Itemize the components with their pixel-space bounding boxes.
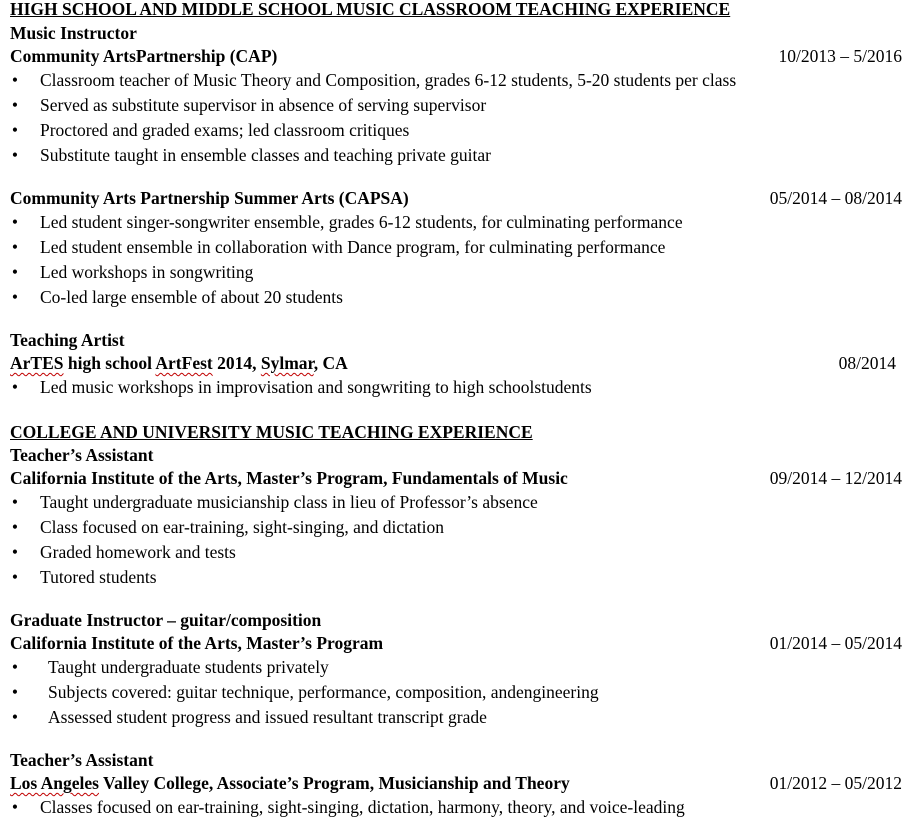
spacer: [10, 168, 902, 187]
bullet-icon: •: [11, 212, 19, 232]
entry-ta-lavc: [10, 749, 902, 820]
bullet-icon: •: [11, 542, 19, 562]
section-title-hs: HIGH SCHOOL AND MIDDLE SCHOOL MUSIC CLASSROOM TEACHING EXPERIENCE: [10, 0, 731, 19]
bullet-list: [10, 655, 902, 730]
list-item: [10, 210, 902, 235]
spacer: [10, 590, 902, 609]
bullet-text: Taught undergraduate musicianship class in lieu of Professor’s absence: [40, 492, 538, 512]
list-item: [10, 565, 902, 590]
org-name: California Institute of the Arts, Master’s Program: [10, 633, 384, 653]
bullet-icon: •: [11, 377, 19, 397]
bullet-list: [10, 375, 902, 400]
spacer: [10, 730, 902, 749]
org-name-part: ArTES: [10, 353, 64, 373]
bullet-text: Substitute taught in ensemble classes and teaching private guitar: [40, 145, 491, 165]
list-item: [10, 705, 902, 730]
bullet-text: Tutored students: [40, 567, 157, 587]
entry-music-instructor: [10, 22, 902, 168]
bullet-icon: •: [11, 145, 19, 165]
date-range: 01/2014 – 05/2014: [769, 633, 902, 653]
org-name: Community Arts Partnership Summer Arts (CAPSA): [10, 188, 409, 208]
bullet-icon: •: [11, 120, 19, 140]
org-name-part: Sylmar: [260, 353, 314, 373]
bullet-icon: •: [11, 707, 19, 727]
org-name: Community ArtsPartnership (CAP): [10, 46, 278, 66]
resume-page: [10, 0, 902, 820]
bullet-list: [10, 68, 902, 168]
list-item: [10, 93, 902, 118]
bullet-icon: •: [11, 797, 19, 817]
bullet-icon: •: [11, 287, 19, 307]
bullet-icon: •: [11, 567, 19, 587]
org-name: California Institute of the Arts, Master’s Program, Fundamentals of Music: [10, 468, 568, 488]
list-item: [10, 285, 902, 310]
org-name-part: 2014,: [212, 353, 261, 373]
spacer: [10, 310, 902, 329]
bullet-text: Taught undergraduate students privately: [48, 657, 329, 677]
bullet-text: Led workshops in songwriting: [40, 262, 254, 282]
date-range: 09/2014 – 12/2014: [769, 468, 902, 488]
bullet-icon: •: [11, 657, 19, 677]
bullet-icon: •: [11, 682, 19, 702]
entry-capsa: [10, 187, 902, 310]
bullet-text: Proctored and graded exams; led classroom critiques: [40, 120, 410, 140]
org-row: [10, 772, 902, 795]
org-row: [10, 467, 902, 490]
spacer: [10, 400, 902, 420]
list-item: [10, 235, 902, 260]
role-title: Graduate Instructor – guitar/composition: [10, 610, 322, 630]
list-item: [10, 655, 902, 680]
bullet-text: Graded homework and tests: [40, 542, 236, 562]
org-name-part: , CA: [313, 353, 348, 373]
entry-ta-calarts: [10, 444, 902, 590]
org-name-part: ArtFest: [155, 353, 213, 373]
org-name: [10, 352, 348, 375]
bullet-icon: •: [11, 95, 19, 115]
bullet-list: [10, 795, 902, 820]
entry-graduate-instructor: [10, 609, 902, 730]
bullet-text: Assessed student progress and issued resultant transcript grade: [48, 707, 487, 727]
bullet-icon: •: [11, 492, 19, 512]
role-title: Teacher’s Assistant: [10, 445, 154, 465]
bullet-text: Served as substitute supervisor in absence of serving supervisor: [40, 95, 487, 115]
role-title: Teaching Artist: [10, 330, 125, 350]
list-item: [10, 118, 902, 143]
list-item: [10, 143, 902, 168]
date-range: 01/2012 – 05/2012: [769, 773, 902, 793]
org-name: [10, 772, 570, 795]
section-title-college: COLLEGE AND UNIVERSITY MUSIC TEACHING EXPERIENCE: [10, 422, 533, 442]
bullet-text: Classes focused on ear-training, sight-singing, dictation, harmony, theory, and voice-leading: [40, 797, 685, 817]
bullet-text: Class focused on ear-training, sight-singing, and dictation: [40, 517, 445, 537]
list-item: [10, 260, 902, 285]
role-title: Music Instructor: [10, 23, 137, 43]
org-name-part: Valley College, Associate’s Program, Musicianship and Theory: [98, 773, 570, 793]
bullet-list: [10, 490, 902, 590]
bullet-icon: •: [11, 70, 19, 90]
bullet-icon: •: [11, 262, 19, 282]
bullet-icon: •: [11, 517, 19, 537]
org-row: [10, 45, 902, 68]
list-item: [10, 515, 902, 540]
list-item: [10, 540, 902, 565]
bullet-text: Led student ensemble in collaboration with Dance program, for culminating performance: [40, 237, 666, 257]
list-item: [10, 795, 902, 820]
list-item: [10, 68, 902, 93]
bullet-text: Led student singer-songwriter ensemble, grades 6-12 students, for culminating performance: [40, 212, 683, 232]
date-range: 05/2014 – 08/2014: [769, 188, 902, 208]
role-title: Teacher’s Assistant: [10, 750, 154, 770]
bullet-text: Co-led large ensemble of about 20 students: [40, 287, 343, 307]
entry-teaching-artist: [10, 329, 902, 400]
org-name-part: Los Angeles: [10, 773, 99, 793]
date-range: 10/2013 – 5/2016: [778, 46, 902, 66]
org-row: [10, 187, 902, 210]
org-row: [10, 632, 902, 655]
bullet-list: [10, 210, 902, 310]
bullet-text: Led music workshops in improvisation and songwriting to high schoolstudents: [40, 377, 592, 397]
org-name-part: high school: [63, 353, 156, 373]
list-item: [10, 680, 902, 705]
list-item: [10, 375, 902, 400]
list-item: [10, 490, 902, 515]
bullet-icon: •: [11, 237, 19, 257]
org-row: [10, 352, 902, 375]
date-range: 08/2014: [838, 353, 896, 373]
bullet-text: Subjects covered: guitar technique, performance, composition, andengineering: [48, 682, 599, 702]
bullet-text: Classroom teacher of Music Theory and Composition, grades 6-12 students, 5-20 students per class: [40, 70, 737, 90]
